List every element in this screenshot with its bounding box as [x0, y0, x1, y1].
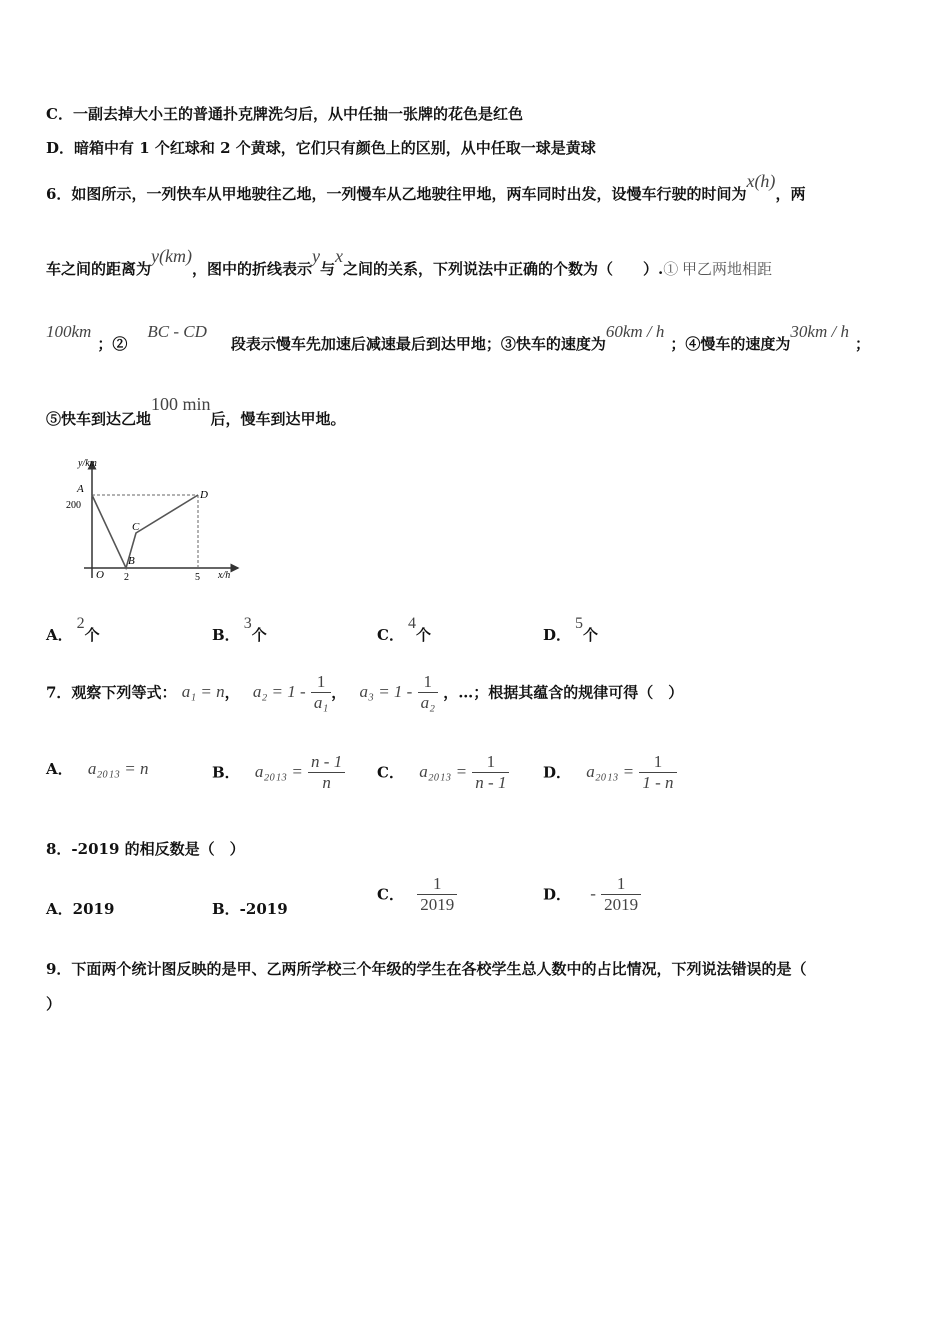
- fraction: [639, 752, 676, 792]
- q8-option-c: [377, 874, 457, 914]
- math-a3-lhs: a₃ = 1 -: [359, 682, 413, 702]
- point-b-label: B: [128, 555, 135, 567]
- q6-option-b: [212, 615, 267, 645]
- point-d-label: D: [200, 489, 208, 501]
- q8-line1: 8．-2019 的相反数是（ ）: [46, 840, 245, 858]
- point-a-label: A: [77, 483, 84, 495]
- q6-text: ，图中的折线表示: [191, 260, 312, 278]
- frac-den: n: [322, 772, 331, 792]
- q6-line2: [46, 246, 773, 279]
- option-label: A．: [46, 626, 73, 644]
- fraction-1-over-2019: [601, 874, 641, 914]
- q5-option-c: C．一副去掉大小王的普通扑克牌洗匀后，从中任抽一张牌的花色是红色: [46, 105, 523, 123]
- q7-option-d: [543, 752, 677, 792]
- q6-text: 之间的关系，下列说法中正确的个数为（ ）.: [343, 260, 664, 278]
- q7-option-a: [46, 758, 149, 779]
- math-a2-lhs: a₂ = 1 -: [252, 682, 306, 702]
- distance-time-graph: [60, 450, 250, 590]
- q8-option-a: A．2019: [46, 900, 115, 918]
- math-lhs: a₂₀₁₃ =: [254, 762, 303, 782]
- math-bc-cd: BC - CD: [147, 322, 207, 341]
- frac-num: 1: [311, 672, 331, 693]
- q6-option-a: [46, 615, 100, 645]
- option-label: C．: [377, 763, 404, 782]
- math-a1-eq-n: a₁ = n: [181, 682, 225, 702]
- option-label: B．: [212, 626, 240, 644]
- minus-sign: -: [590, 884, 596, 904]
- math-30kmh: 30km / h: [790, 322, 849, 341]
- frac-den: 2019: [604, 894, 639, 914]
- origin-label: O: [96, 569, 104, 581]
- y-tick-200: 200: [66, 500, 81, 511]
- q7-line1: [46, 672, 683, 712]
- q6-text: ；④慢车的速度为: [670, 335, 791, 353]
- fraction: [472, 752, 509, 792]
- q6-line4: [46, 394, 346, 429]
- option-label: D．: [543, 885, 572, 904]
- fraction-1-over-a1: [311, 672, 331, 712]
- q7-option-c: [377, 752, 509, 792]
- option-unit: 个: [84, 626, 100, 644]
- y-axis-label: y/km: [78, 458, 97, 469]
- math-lhs: a₂₀₁₃ =: [419, 762, 468, 782]
- frac-den: n - 1: [475, 772, 507, 792]
- frac-num: n - 1: [308, 752, 345, 773]
- fraction-1-over-a2: [418, 672, 438, 712]
- q6-text: 后，慢车到达甲地。: [210, 410, 346, 428]
- q6-text: 车之间的距离为: [46, 260, 152, 278]
- q8-option-b: B．-2019: [212, 900, 288, 918]
- graph-polyline: [92, 495, 198, 568]
- q6-text: ；②: [97, 335, 128, 353]
- x-axis-label: x/h: [218, 570, 231, 581]
- q7-option-b: [212, 752, 345, 792]
- option-label: C．: [377, 626, 404, 644]
- math-x-h: x(h): [746, 171, 776, 191]
- q6-line1: [46, 171, 806, 204]
- frac-num: 1: [601, 874, 641, 895]
- option-label: D．: [543, 626, 572, 644]
- option-label: A．: [46, 760, 73, 778]
- q7-sep: ，: [224, 683, 240, 702]
- q5-option-d: D．暗箱中有 1 个红球和 2 个黄球，它们只有颜色上的区别，从中任取一球是黄球: [46, 139, 596, 157]
- point-c-label: C: [132, 521, 140, 533]
- q7-sep: ，: [331, 683, 347, 702]
- option-value: 4: [407, 615, 416, 632]
- q6-option-d: [543, 615, 599, 645]
- x-tick-2: 2: [124, 572, 129, 583]
- q8-option-d: [543, 874, 641, 914]
- q6-text: ⑤快车到达乙地: [46, 410, 152, 428]
- q6-line3: [46, 322, 906, 354]
- q7-text: 7．观察下列等式：: [46, 683, 177, 702]
- q6-text: ，两: [775, 185, 806, 203]
- frac-num: 1: [418, 672, 438, 693]
- frac-num: 1: [417, 874, 457, 895]
- fraction: [308, 752, 345, 792]
- q6-statement-1: ① 甲乙两地相距: [663, 262, 773, 278]
- fraction-1-over-2019: [417, 874, 457, 914]
- q9-line1: 9．下面两个统计图反映的是甲、乙两所学校三个年级的学生在各校学生总人数中的占比情况，下列说法错误的是（: [46, 960, 807, 978]
- option-value: 3: [243, 615, 252, 632]
- q6-text: ；: [854, 335, 870, 353]
- frac-num: 1: [639, 752, 676, 773]
- q7-text: ，…；根据其蕴含的规律可得（ ）: [443, 683, 684, 702]
- option-unit: 个: [583, 626, 599, 644]
- option-value: 5: [575, 615, 584, 632]
- math-lhs: a₂₀₁₃ =: [586, 762, 635, 782]
- frac-den: a₁: [313, 692, 329, 712]
- math-y-km: y(km): [151, 246, 192, 266]
- math-100min: 100 min: [151, 394, 211, 414]
- frac-den: a₂: [420, 692, 435, 712]
- math-60kmh: 60km / h: [605, 322, 665, 341]
- option-label: D．: [543, 763, 572, 782]
- frac-den: 1 - n: [642, 772, 674, 792]
- frac-den: 2019: [420, 894, 455, 914]
- q6-text: 6．如图所示，一列快车从甲地驶往乙地，一列慢车从乙地驶往甲地，两车同时出发，设慢车行驶的时间为: [46, 185, 747, 203]
- option-label: C．: [377, 885, 404, 904]
- option-unit: 个: [251, 626, 267, 644]
- math-x: x: [335, 246, 344, 266]
- math-y: y: [312, 246, 320, 266]
- math-expr: a₂₀₁₃ = n: [87, 758, 149, 778]
- q6-option-c: [377, 615, 431, 645]
- q9-line2: ）: [46, 995, 62, 1013]
- math-100km: 100km: [46, 322, 92, 341]
- q6-text: 段表示慢车先加速后减速最后到达甲地；③快车的速度为: [230, 335, 606, 353]
- option-label: B．: [212, 763, 240, 782]
- option-unit: 个: [415, 626, 431, 644]
- option-value: 2: [76, 615, 85, 632]
- q6-text: 与: [320, 260, 336, 278]
- frac-num: 1: [472, 752, 509, 773]
- x-tick-5: 5: [195, 572, 200, 583]
